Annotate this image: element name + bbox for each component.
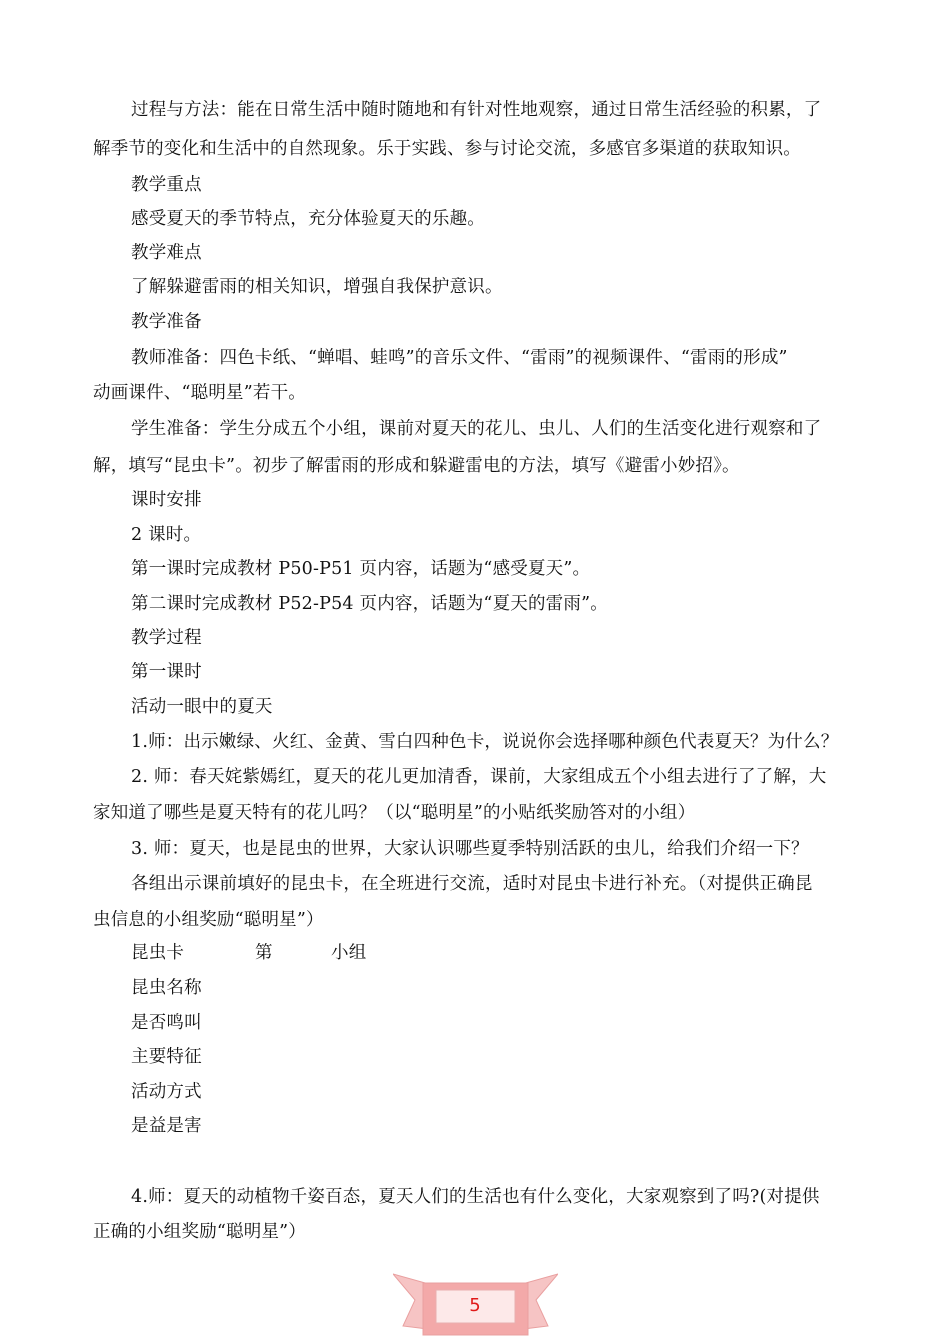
page-number: 5 (469, 1295, 481, 1316)
heading-first-lesson: 第一课时 (131, 662, 202, 682)
paragraph-process-method-line2: 解季节的变化和生活中的自然现象。乐于实践、参与讨论交流，多感官多渠道的获取知识。 (93, 139, 801, 159)
paragraph-step-4-line2: 正确的小组奖励“聪明星”） (93, 1222, 306, 1242)
insect-card-field-chirp: 是否鸣叫 (131, 1013, 202, 1033)
paragraph-step-4-line1: 4.师：夏天的动植物千姿百态，夏天人们的生活也有什么变化，大家观察到了吗?(对提供 (131, 1187, 820, 1207)
paragraph-first-lesson-plan: 第一课时完成教材 P50-P51 页内容，话题为“感受夏天”。 (131, 559, 591, 579)
heading-class-schedule: 课时安排 (131, 490, 202, 510)
insect-card-field-activity: 活动方式 (131, 1082, 202, 1102)
insect-card-title: 昆虫卡 (131, 943, 185, 963)
heading-teaching-process: 教学过程 (131, 628, 202, 648)
insect-card-field-features: 主要特征 (131, 1047, 202, 1067)
paragraph-student-prep-line1: 学生准备：学生分成五个小组，课前对夏天的花儿、虫儿、人们的生活变化进行观察和了 (131, 419, 822, 439)
paragraph-card-exchange-line1: 各组出示课前填好的昆虫卡，在全班进行交流，适时对昆虫卡进行补充。（对提供正确昆 (131, 874, 813, 894)
heading-teaching-difficulty: 教学难点 (131, 243, 202, 263)
insect-card-field-benefit: 是益是害 (131, 1116, 202, 1136)
paragraph-process-method-line1: 过程与方法：能在日常生活中随时随地和有针对性地观察，通过日常生活经验的积累，了 (131, 100, 822, 120)
insect-card-field-name: 昆虫名称 (131, 978, 202, 998)
paragraph-step-2-line1: 2. 师：春天姹紫嫣红，夏天的花儿更加清香，课前，大家组成五个小组去进行了了解，大 (131, 767, 827, 787)
paragraph-step-2-line2: 家知道了哪些是夏天特有的花儿吗？（以“聪明星”的小贴纸奖励答对的小组） (93, 803, 696, 823)
insect-card-group-suffix: 小组 (331, 943, 367, 963)
heading-teaching-focus: 教学重点 (131, 175, 202, 195)
insect-card-group-prefix: 第 (255, 943, 273, 963)
paragraph-lesson-count: 2 课时。 (131, 525, 202, 545)
paragraph-second-lesson-plan: 第二课时完成教材 P52-P54 页内容，话题为“夏天的雷雨”。 (131, 594, 608, 614)
paragraph-step-1: 1.师：出示嫩绿、火红、金黄、雪白四种色卡，说说你会选择哪种颜色代表夏天？为什么？ (131, 732, 839, 752)
paragraph-teacher-prep-line1: 教师准备：四色卡纸、“蝉唱、蛙鸣”的音乐文件、“雷雨”的视频课件、“雷雨的形成” (131, 348, 788, 368)
paragraph-card-exchange-line2: 虫信息的小组奖励“聪明星”） (93, 910, 324, 930)
paragraph-teaching-focus: 感受夏天的季节特点，充分体验夏天的乐趣。 (131, 209, 485, 229)
heading-teaching-preparation: 教学准备 (131, 312, 202, 332)
paragraph-teacher-prep-line2: 动画课件、“聪明星”若干。 (93, 383, 306, 403)
insect-card-header (0, 942, 950, 964)
paragraph-teaching-difficulty: 了解躲避雷雨的相关知识，增强自我保护意识。 (131, 277, 503, 297)
paragraph-step-3: 3. 师：夏天，也是昆虫的世界，大家认识哪些夏季特别活跃的虫儿，给我们介绍一下？ (131, 839, 809, 859)
heading-activity-one: 活动一眼中的夏天 (131, 697, 273, 717)
paragraph-student-prep-line2: 解，填写“昆虫卡”。初步了解雷雨的形成和躲避雷电的方法，填写《避雷小妙招》。 (93, 456, 740, 476)
